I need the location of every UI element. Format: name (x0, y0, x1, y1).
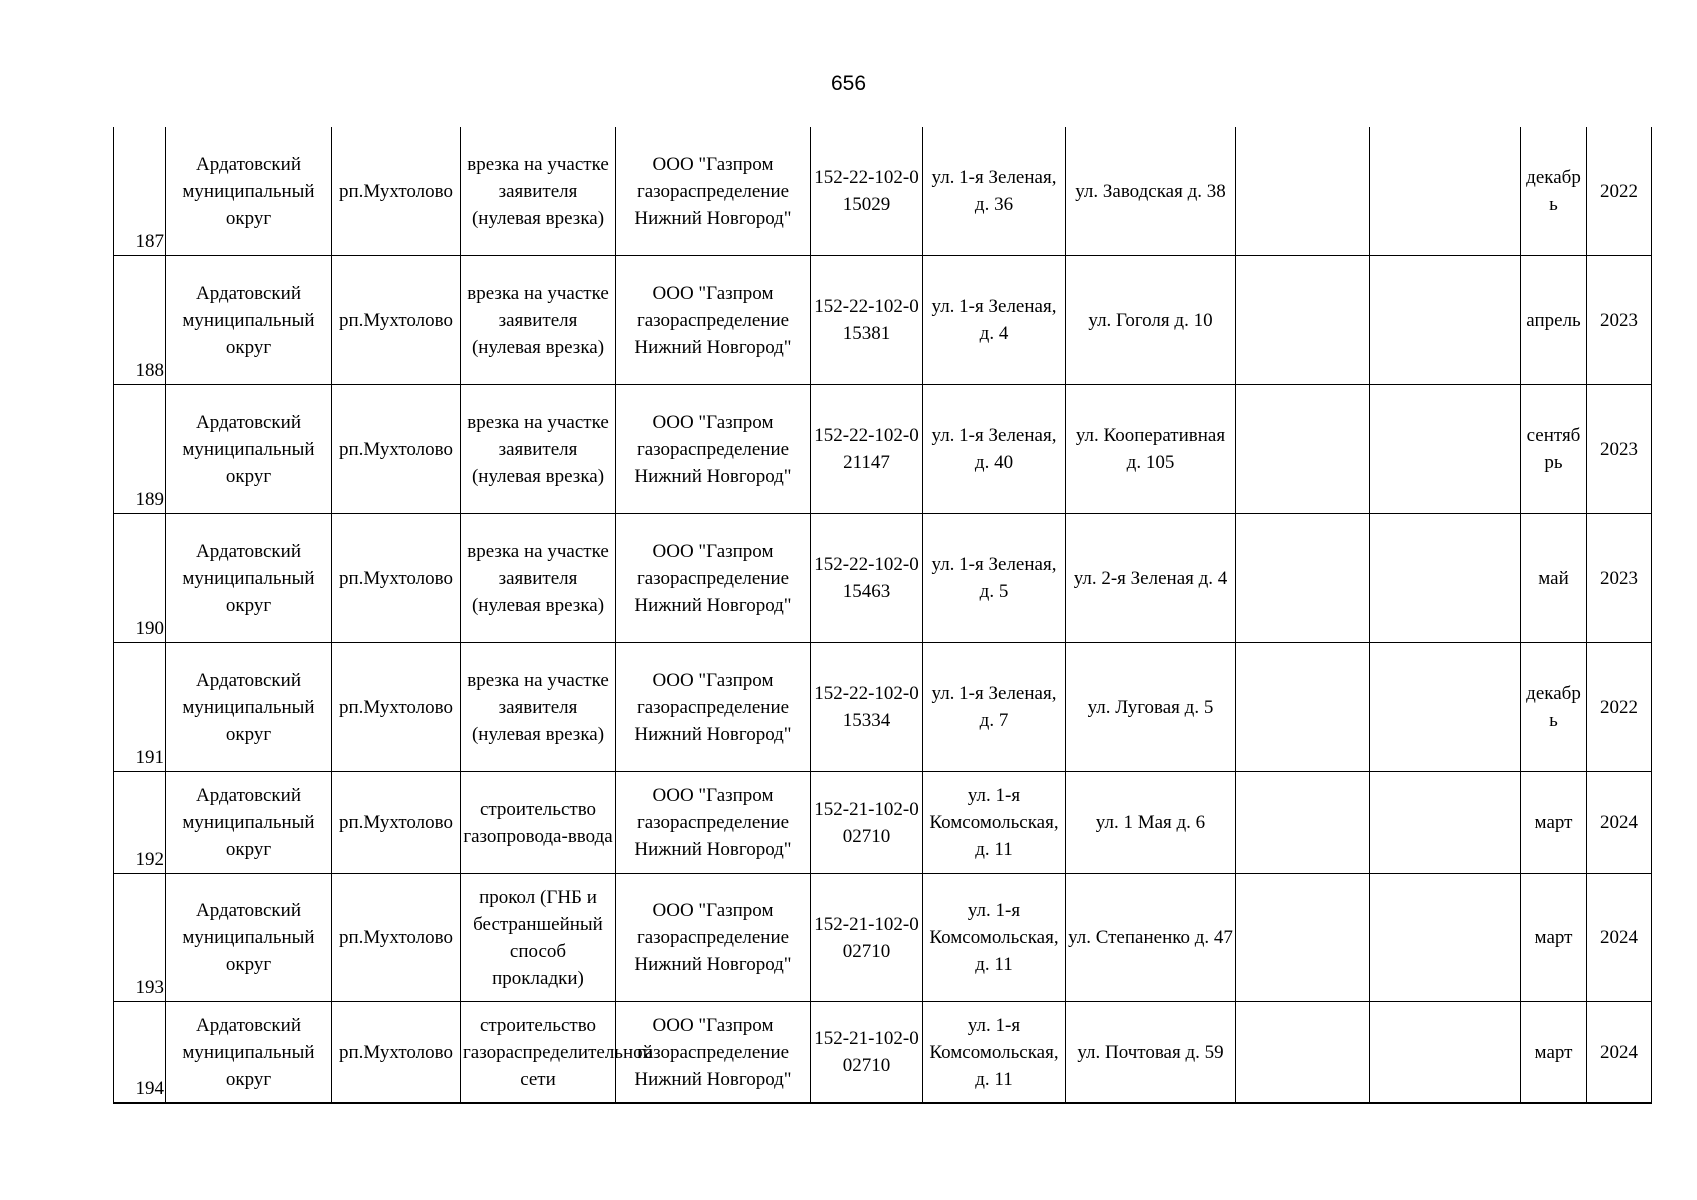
organization-cell: ООО "Газпром газораспределение Нижний Новгород" (616, 514, 811, 643)
district-cell: Ардатовский муниципальный округ (166, 1002, 332, 1104)
settlement-cell: рп.Мухтолово (332, 643, 461, 772)
settlement-cell: рп.Мухтолово (332, 874, 461, 1002)
settlement-cell: рп.Мухтолово (332, 1002, 461, 1104)
organization-cell: ООО "Газпром газораспределение Нижний Новгород" (616, 385, 811, 514)
work-type-cell: прокол (ГНБ и бестраншейный способ прокладки) (461, 874, 616, 1002)
row-number: 192 (114, 772, 166, 874)
settlement-cell: рп.Мухтолово (332, 772, 461, 874)
object-address-cell: ул. 1 Мая д. 6 (1066, 772, 1236, 874)
empty-cell (1370, 772, 1521, 874)
source-address-cell: ул. 1-я Зеленая, д. 4 (923, 256, 1066, 385)
empty-cell (1236, 127, 1370, 256)
empty-cell (1370, 1002, 1521, 1104)
document-table (113, 127, 1652, 1104)
settlement-cell: рп.Мухтолово (332, 127, 461, 256)
source-address-cell: ул. 1-я Зеленая, д. 36 (923, 127, 1066, 256)
empty-cell (1370, 514, 1521, 643)
row-number: 187 (114, 127, 166, 256)
code-cell: 152-22-102-021147 (811, 385, 923, 514)
source-address-cell: ул. 1-я Комсомольская, д. 11 (923, 772, 1066, 874)
object-address-cell: ул. Степаненко д. 47 (1066, 874, 1236, 1002)
year-cell: 2024 (1587, 874, 1652, 1002)
object-address-cell: ул. Луговая д. 5 (1066, 643, 1236, 772)
table-row (114, 874, 1652, 1002)
settlement-cell: рп.Мухтолово (332, 514, 461, 643)
work-type-cell: строительство газопровода-ввода (461, 772, 616, 874)
table-row (114, 514, 1652, 643)
month-cell: сентябрь (1521, 385, 1587, 514)
organization-cell: ООО "Газпром газораспределение Нижний Новгород" (616, 256, 811, 385)
empty-cell (1236, 256, 1370, 385)
district-cell: Ардатовский муниципальный округ (166, 127, 332, 256)
work-type-cell: врезка на участке заявителя (нулевая врезка) (461, 256, 616, 385)
month-cell: апрель (1521, 256, 1587, 385)
year-cell: 2023 (1587, 385, 1652, 514)
table-row (114, 772, 1652, 874)
year-cell: 2024 (1587, 1002, 1652, 1104)
object-address-cell: ул. Заводская д. 38 (1066, 127, 1236, 256)
year-cell: 2022 (1587, 643, 1652, 772)
empty-cell (1236, 385, 1370, 514)
settlement-cell: рп.Мухтолово (332, 256, 461, 385)
source-address-cell: ул. 1-я Зеленая, д. 5 (923, 514, 1066, 643)
table-body (114, 127, 1652, 1103)
row-number: 191 (114, 643, 166, 772)
table-row (114, 127, 1652, 256)
empty-cell (1370, 127, 1521, 256)
district-cell: Ардатовский муниципальный округ (166, 256, 332, 385)
code-cell: 152-22-102-015029 (811, 127, 923, 256)
table-row (114, 256, 1652, 385)
code-cell: 152-21-102-002710 (811, 772, 923, 874)
row-number: 190 (114, 514, 166, 643)
work-type-cell: врезка на участке заявителя (нулевая врезка) (461, 385, 616, 514)
month-cell: март (1521, 1002, 1587, 1104)
code-cell: 152-21-102-002710 (811, 1002, 923, 1104)
year-cell: 2023 (1587, 514, 1652, 643)
object-address-cell: ул. Гоголя д. 10 (1066, 256, 1236, 385)
code-cell: 152-21-102-002710 (811, 874, 923, 1002)
year-cell: 2024 (1587, 772, 1652, 874)
month-cell: март (1521, 772, 1587, 874)
month-cell: декабрь (1521, 643, 1587, 772)
object-address-cell: ул. 2-я Зеленая д. 4 (1066, 514, 1236, 643)
district-cell: Ардатовский муниципальный округ (166, 772, 332, 874)
empty-cell (1236, 514, 1370, 643)
object-address-cell: ул. Кооперативная д. 105 (1066, 385, 1236, 514)
row-number: 194 (114, 1002, 166, 1104)
code-cell: 152-22-102-015381 (811, 256, 923, 385)
month-cell: май (1521, 514, 1587, 643)
empty-cell (1236, 874, 1370, 1002)
work-type-cell: врезка на участке заявителя (нулевая врезка) (461, 514, 616, 643)
organization-cell: ООО "Газпром газораспределение Нижний Новгород" (616, 874, 811, 1002)
table-row (114, 385, 1652, 514)
work-type-cell: врезка на участке заявителя (нулевая врезка) (461, 127, 616, 256)
row-number: 193 (114, 874, 166, 1002)
table-row (114, 643, 1652, 772)
page-number: 656 (830, 72, 867, 95)
row-number: 188 (114, 256, 166, 385)
organization-cell: ООО "Газпром газораспределение Нижний Новгород" (616, 772, 811, 874)
empty-cell (1370, 385, 1521, 514)
district-cell: Ардатовский муниципальный округ (166, 514, 332, 643)
organization-cell: ООО "Газпром газораспределение Нижний Новгород" (616, 1002, 811, 1104)
month-cell: декабрь (1521, 127, 1587, 256)
empty-cell (1370, 256, 1521, 385)
source-address-cell: ул. 1-я Зеленая, д. 40 (923, 385, 1066, 514)
code-cell: 152-22-102-015334 (811, 643, 923, 772)
row-number: 189 (114, 385, 166, 514)
empty-cell (1370, 874, 1521, 1002)
source-address-cell: ул. 1-я Комсомольская, д. 11 (923, 874, 1066, 1002)
table-row (114, 1002, 1652, 1104)
year-cell: 2022 (1587, 127, 1652, 256)
object-address-cell: ул. Почтовая д. 59 (1066, 1002, 1236, 1104)
district-cell: Ардатовский муниципальный округ (166, 643, 332, 772)
source-address-cell: ул. 1-я Комсомольская, д. 11 (923, 1002, 1066, 1104)
empty-cell (1236, 643, 1370, 772)
organization-cell: ООО "Газпром газораспределение Нижний Новгород" (616, 643, 811, 772)
empty-cell (1370, 643, 1521, 772)
source-address-cell: ул. 1-я Зеленая, д. 7 (923, 643, 1066, 772)
settlement-cell: рп.Мухтолово (332, 385, 461, 514)
work-type-cell: строительство газораспределительной сети (461, 1002, 616, 1104)
code-cell: 152-22-102-015463 (811, 514, 923, 643)
month-cell: март (1521, 874, 1587, 1002)
empty-cell (1236, 772, 1370, 874)
district-cell: Ардатовский муниципальный округ (166, 874, 332, 1002)
work-type-cell: врезка на участке заявителя (нулевая врезка) (461, 643, 616, 772)
empty-cell (1236, 1002, 1370, 1104)
organization-cell: ООО "Газпром газораспределение Нижний Новгород" (616, 127, 811, 256)
district-cell: Ардатовский муниципальный округ (166, 385, 332, 514)
year-cell: 2023 (1587, 256, 1652, 385)
